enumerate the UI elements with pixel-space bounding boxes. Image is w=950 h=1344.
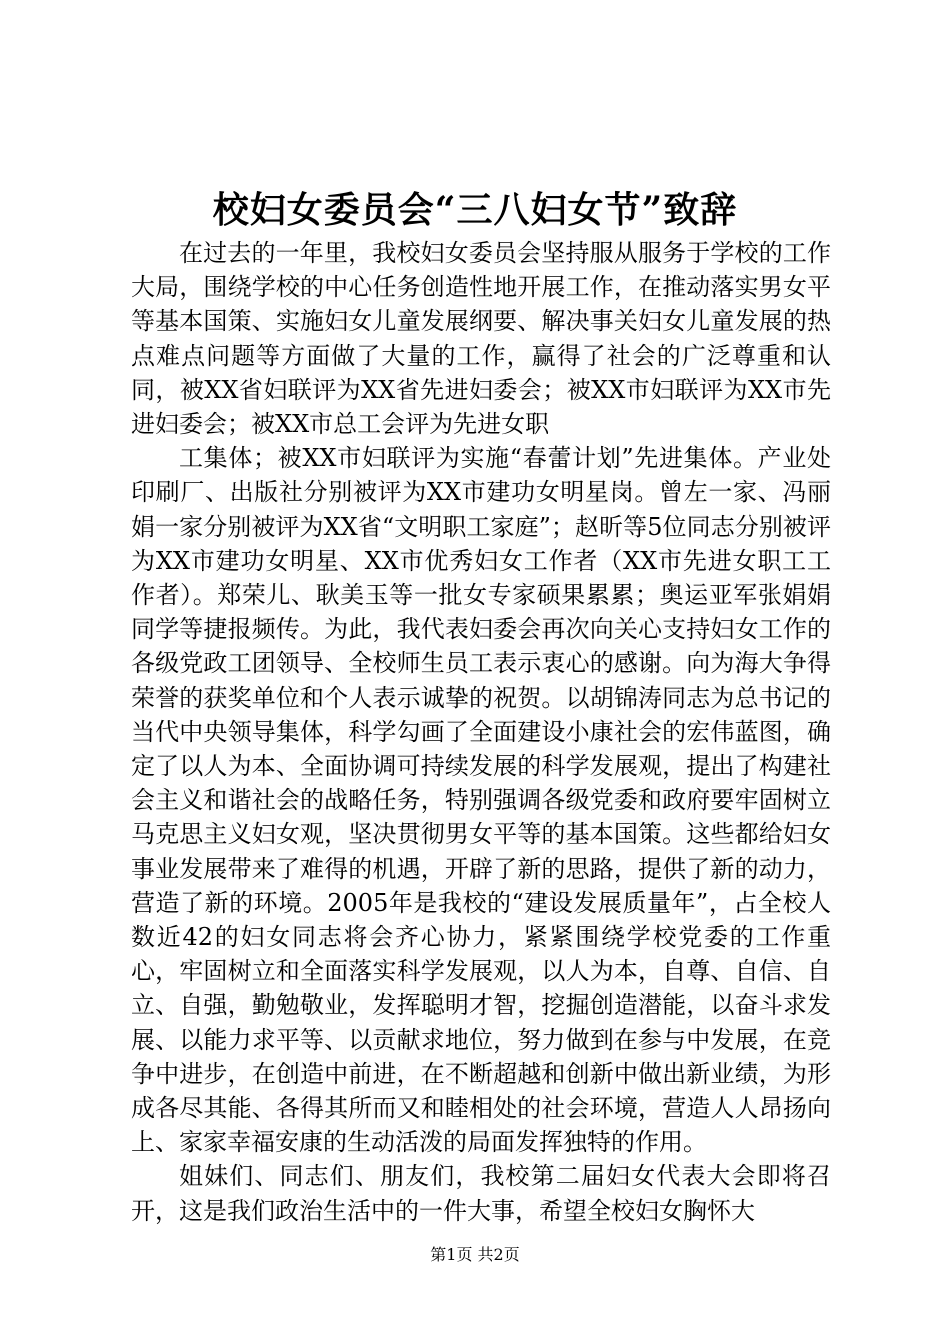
paragraph-3: 姐妹们、同志们、朋友们，我校第二届妇女代表大会即将召开，这是我们政治生活中的一件大事，希望全校妇女胸怀大 [131, 1162, 831, 1225]
document-body [131, 236, 831, 1228]
paragraph-1: 在过去的一年里，我校妇女委员会坚持服从服务于学校的工作大局，围绕学校的中心任务创造性地开展工作，在推动落实男女平等基本国策、实施妇女儿童发展纲要、解决事关妇女儿童发展的热点难点问题等方面做了大量的工作，赢得了社会的广泛尊重和认同，被XX省妇联评为XX省先进妇委会；被XX市妇联评为XX市先进妇委会；被XX市总工会评为先进女职 [131, 239, 831, 439]
document-title: 校妇女委员会“三八妇女节”致辞 [212, 189, 738, 231]
page-number-footer: 第1页 共2页 [430, 1245, 520, 1264]
paragraph-2: 工集体；被XX市妇联评为实施“春蕾计划”先进集体。产业处印刷厂、出版社分别被评为XX市建功女明星岗。曾左一家、冯丽娟一家分别被评为XX省“文明职工家庭”；赵昕等5位同志分别被评为XX市建功女明星、XX市优秀妇女工作者（XX市先进女职工工作者）。郑荣儿、耿美玉等一批女专家硕果累累；奥运亚军张娟娟同学等捷报频传。为此，我代表妇委会再次向关心支持妇女工作的各级党政工团领导、全校师生员工表示衷心的感谢。向为海大争得荣誉的获奖单位和个人表示诚挚的祝贺。以胡锦涛同志为总书记的当代中央领导集体，科学勾画了全面建设小康社会的宏伟蓝图，确定了以人为本、全面协调可持续发展的科学发展观，提出了构建社会主义和谐社会的战略任务，特别强调各级党委和政府要牢固树立马克思主义妇女观，坚决贯彻男女平等的基本国策。这些都给妇女事业发展带来了难得的机遇，开辟了新的思路，提供了新的动力，营造了新的环境。2005年是我校的“建设发展质量年”，占全校人数近42的妇女同志将会齐心协力，紧紧围绕学校党委的工作重心，牢固树立和全面落实科学发展观，以人为本，自尊、自信、自立、自强，勤勉敬业，发挥聪明才智，挖掘创造潜能，以奋斗求发展、以能力求平等、以贡献求地位，努力做到在参与中发展，在竞争中进步，在创造中前进，在不断超越和创新中做出新业绩，为形成各尽其能、各得其所而又和睦相处的社会环境，营造人人昂扬向上、家家幸福安康的生动活泼的局面发挥独特的作用。 [131, 444, 831, 1157]
